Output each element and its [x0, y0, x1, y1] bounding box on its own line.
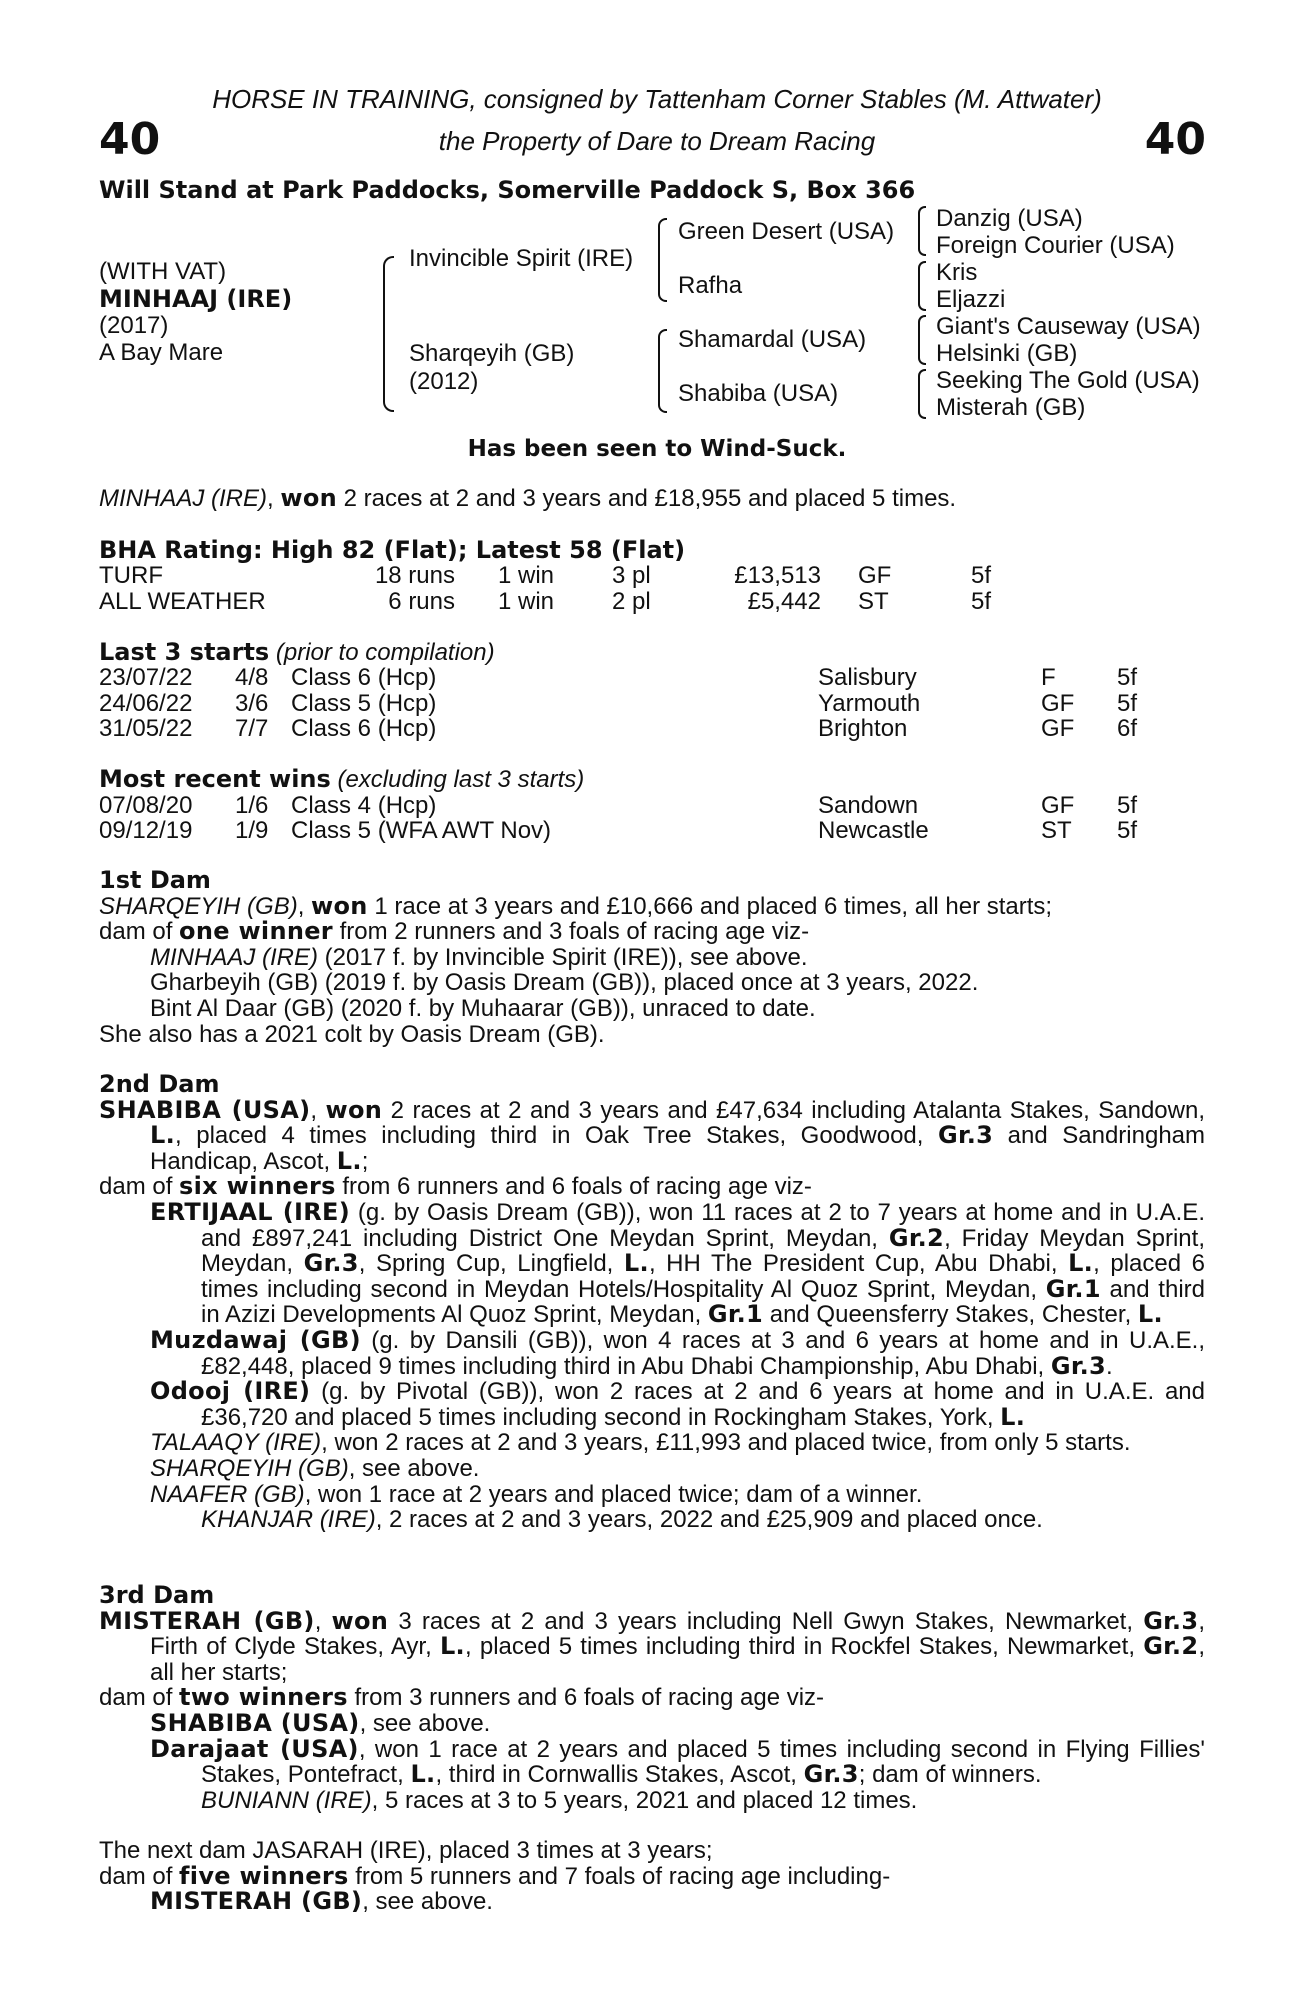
recent-win-date: 09/12/19: [99, 817, 193, 844]
horse-year: (2017): [99, 312, 169, 339]
recent-wins-title: Most recent wins: [99, 765, 331, 793]
listed: L.: [1000, 1402, 1026, 1431]
group1: Gr.1: [1045, 1274, 1101, 1303]
pedigree-brace-sd: [918, 261, 926, 311]
produce-buniann: [99, 1788, 1205, 1814]
group3: Gr.3: [1050, 1351, 1107, 1380]
last3-row-date: 23/07/22: [99, 664, 193, 691]
produce-minhaaj: [99, 945, 1205, 971]
group1: Gr.1: [707, 1300, 764, 1329]
rating-row-turf-wins: 1 win: [498, 562, 555, 589]
pedigree-sss: Danzig (USA): [936, 205, 1083, 232]
produce-shabiba: [99, 1708, 1205, 1737]
last3-row-dist: 5f: [1117, 664, 1138, 691]
rating-row-aw-going: ST: [858, 588, 889, 615]
recent-win-dist: 5f: [1117, 792, 1138, 819]
pedigree-dds: Seeking The Gold (USA): [936, 367, 1200, 394]
produce-name: KHANJAR (IRE): [201, 1506, 376, 1534]
produce-name: SHABIBA (USA): [150, 1708, 360, 1737]
text: (2017 f. by Invincible Spirit (IRE)), see above.: [318, 943, 808, 971]
recent-win-course: Sandown: [818, 792, 919, 819]
last3-row-pos: 4/8: [235, 664, 269, 691]
pedigree-brace-dd: [918, 369, 926, 419]
recent-win-pos: 1/9: [235, 817, 269, 844]
bha-rating-heading: BHA Rating: High 82 (Flat); Latest 58 (Flat): [99, 536, 686, 564]
pedigree-dam-sire: Shamardal (USA): [678, 326, 867, 353]
rating-row-aw-runs: 6 runs: [388, 588, 455, 615]
first-dam-record: SHARQEYIH (GB), won 1 race at 3 years and £10,666 and placed 6 times, all her starts;: [99, 891, 1053, 920]
recent-win-date: 07/08/20: [99, 792, 193, 819]
group2: Gr.2: [1143, 1632, 1199, 1661]
text: dam of: [99, 918, 180, 946]
recent-wins-subtitle: (excluding last 3 starts): [337, 766, 585, 793]
last3-row-course: Yarmouth: [818, 690, 921, 717]
pedigree-brace-ds: [918, 315, 926, 365]
produce-name: ERTIJAAL (IRE): [150, 1197, 350, 1226]
text: , placed 4 times including third in Oak Tree Stakes, Goodwood,: [175, 1122, 938, 1150]
text: (g. by Pivotal (GB)), won 2 races at 2 and 6 years at home and in U.A.E. and £36,720 and placed 5 times including second in Rockingham Stakes, York,: [201, 1378, 1205, 1431]
rating-row-turf-surface: TURF: [99, 562, 163, 589]
winners-count: one winner: [179, 917, 333, 946]
text: from 2 runners and 3 foals of racing age viz-: [332, 918, 810, 946]
first-dam-name: SHARQEYIH (GB): [99, 892, 298, 920]
listed: L.: [439, 1632, 465, 1661]
text: (g. by Dansili (GB)), won 4 races at 3 and 6 years at home and in U.A.E., £82,448, placed 9 times including third in Abu Dhabi Championship, Abu Dhabi,: [201, 1326, 1206, 1380]
text: 3 races at 2 and 3 years including Nell Gwyn Stakes, Newmarket,: [388, 1607, 1144, 1635]
second-dam-produce-summary: [99, 1174, 1205, 1200]
won: won: [331, 1606, 389, 1635]
stand-location: Will Stand at Park Paddocks, Somerville Paddock S, Box 366: [99, 176, 916, 204]
third-dam-heading: 3rd Dam: [99, 1581, 215, 1609]
text: , see above.: [348, 1454, 480, 1482]
rating-row-turf-pl: 3 pl: [612, 562, 651, 589]
text: and Sandringham Handicap, Ascot,: [150, 1122, 1206, 1175]
last3-row-going: GF: [1041, 715, 1075, 742]
last3-row-going: GF: [1041, 690, 1075, 717]
text: , all her starts;: [150, 1633, 1205, 1686]
text: dam of: [99, 1173, 180, 1201]
text: and third in Azizi Developments Al Quoz Sprint, Meydan,: [201, 1275, 1205, 1329]
listed: L.: [623, 1249, 649, 1278]
text: dam of: [99, 1684, 180, 1712]
consignor-line: HORSE IN TRAINING, consigned by Tattenham Corner Stables (M. Attwater): [212, 84, 1102, 114]
text: ; dam of winners.: [858, 1761, 1042, 1789]
rating-row-aw-dist: 5f: [971, 588, 992, 615]
recent-wins-heading: [99, 767, 584, 793]
text: , won 1 race at 2 years and placed 5 times including second in Flying Fillies' Stakes, Pontefract,: [201, 1735, 1205, 1789]
group3: Gr.3: [803, 1760, 859, 1789]
winners-count: two winners: [179, 1683, 348, 1712]
listed: L.: [410, 1760, 436, 1789]
last3-title: Last 3 starts: [99, 638, 270, 666]
pedigree-brace-dam: [658, 329, 667, 413]
produce-bint-al-daar: Bint Al Daar (GB) (2020 f. by Muhaarar (GB)), unraced to date.: [150, 994, 816, 1022]
pedigree-brace-ss: [918, 206, 926, 256]
pedigree-dam-year: (2012): [409, 368, 479, 395]
pedigree-ssd: Foreign Courier (USA): [936, 232, 1175, 259]
text: , Friday Meydan Sprint, Meydan,: [201, 1224, 1205, 1278]
produce-name: MINHAAJ (IRE): [150, 943, 318, 971]
third-dam-produce-summary: [99, 1685, 1205, 1711]
vat-status: (WITH VAT): [99, 258, 227, 285]
produce-name: NAAFER (GB): [150, 1480, 305, 1508]
horse-name: MINHAAJ (IRE): [99, 285, 293, 313]
produce-name: BUNIANN (IRE): [201, 1786, 372, 1814]
first-dam-section: [99, 868, 1205, 1047]
second-dam-record: SHABIBA (USA), won 2 races at 2 and 3 years and £47,634 including Atalanta Stakes, Sandown, L., placed 4 times including third in Oak Tree Stakes, Goodwood, Gr.3 and Sandringham Handicap, Ascot, L.;: [99, 1095, 1206, 1175]
produce-sharqeyih: [99, 1456, 1205, 1482]
text: , 5 races at 3 to 5 years, 2021 and placed 12 times.: [371, 1786, 918, 1814]
last3-row-race: Class 6 (Hcp): [291, 664, 437, 691]
pedigree-sdd: Eljazzi: [936, 286, 1006, 313]
next-dam-section: [99, 1838, 1205, 1915]
recent-win-going: GF: [1041, 792, 1075, 819]
text: , placed 5 times including third in Rockfel Stakes, Newmarket,: [464, 1633, 1144, 1661]
recent-win-race: Class 4 (Hcp): [291, 792, 437, 819]
pedigree-dsd: Helsinki (GB): [936, 340, 1078, 367]
lot-number-left: 40: [99, 114, 161, 165]
recent-win-pos: 1/6: [235, 792, 269, 819]
text: ;: [361, 1147, 369, 1175]
rating-row-turf-dist: 5f: [971, 562, 992, 589]
next-dam-produce-summary: [99, 1861, 1205, 1890]
rating-row-aw-surface: ALL WEATHER: [99, 588, 266, 615]
winners-count: six winners: [179, 1172, 336, 1201]
text: from 3 runners and 6 foals of racing age viz-: [347, 1684, 825, 1712]
third-dam-record: MISTERAH (GB), won 3 races at 2 and 3 years including Nell Gwyn Stakes, Newmarket, Gr.3, Firth of Clyde Stakes, Ayr, L., placed 5 times including third in Rockfel Stakes, Newmarket, Gr.2, all her starts;: [99, 1606, 1205, 1686]
summary-won: won: [280, 484, 337, 512]
produce-khanjar: [99, 1507, 1205, 1533]
produce-name: SHARQEYIH (GB): [150, 1454, 349, 1482]
last3-row-race: Class 6 (Hcp): [291, 715, 437, 742]
produce-ertijaal: [99, 1197, 1206, 1329]
summary-horse-name: MINHAAJ (IRE): [99, 485, 267, 512]
text: dam of: [99, 1862, 180, 1890]
produce-name: Muzdawaj (GB): [150, 1325, 361, 1354]
last3-heading: [99, 640, 495, 666]
first-dam-heading: 1st Dam: [99, 866, 211, 894]
pedigree-sire: Invincible Spirit (IRE): [409, 245, 634, 272]
produce-misterah: [99, 1889, 1205, 1915]
text: , see above.: [359, 1709, 491, 1737]
listed: L.: [150, 1121, 176, 1150]
last3-row-going: F: [1041, 664, 1056, 691]
last3-row-dist: 5f: [1117, 690, 1138, 717]
third-dam-section: [99, 1583, 1205, 1813]
first-dam-produce-summary: [99, 919, 1205, 945]
text: from 5 runners and 7 foals of racing age including-: [348, 1862, 891, 1890]
text: , Firth of Clyde Stakes, Ayr,: [150, 1607, 1205, 1661]
rating-row-turf-prize: £13,513: [734, 562, 821, 589]
winners-count: five winners: [179, 1861, 349, 1890]
text: (g. by Oasis Dream (GB)), won 11 races at 2 to 7 years at home and in U.A.E. and £897,241 including District One Meydan Sprint, Meydan,: [201, 1198, 1205, 1252]
pedigree-dss: Giant's Causeway (USA): [936, 313, 1201, 340]
text: from 6 runners and 6 foals of racing age viz-: [335, 1173, 812, 1201]
text: , 2 races at 2 and 3 years, 2022 and £25,909 and placed once.: [375, 1506, 1043, 1534]
produce-naafer: [99, 1482, 1205, 1508]
summary-text: 2 races at 2 and 3 years and £18,955 and placed 5 times.: [337, 485, 957, 512]
produce-name: MISTERAH (GB): [150, 1887, 363, 1916]
text: , won 1 race at 2 years and placed twice; dam of a winner.: [304, 1480, 923, 1508]
text: , won 2 races at 2 and 3 years, £11,993 and placed twice, from only 5 starts.: [321, 1429, 1131, 1457]
rating-row-aw-wins: 1 win: [498, 588, 555, 615]
text: 2 races at 2 and 3 years and £47,634 including Atalanta Stakes, Sandown,: [382, 1096, 1205, 1124]
pedigree-ddd: Misterah (GB): [936, 394, 1086, 421]
group3: Gr.3: [937, 1121, 994, 1150]
group3: Gr.3: [1143, 1606, 1199, 1635]
recent-win-course: Newcastle: [818, 817, 929, 844]
produce-2021-colt: She also has a 2021 colt by Oasis Dream (GB).: [99, 1020, 605, 1048]
text: , see above.: [362, 1888, 493, 1916]
second-dam-heading: 2nd Dam: [99, 1070, 220, 1098]
third-dam-name: MISTERAH (GB): [99, 1606, 315, 1635]
last3-row-pos: 3/6: [235, 690, 269, 717]
won: won: [325, 1095, 383, 1124]
text: and Queensferry Stakes, Chester,: [763, 1301, 1138, 1329]
produce-name: TALAAQY (IRE): [150, 1429, 322, 1457]
produce-muzdawaj: [99, 1325, 1206, 1380]
text: , HH The President Cup, Abu Dhabi,: [648, 1250, 1069, 1278]
group3: Gr.3: [303, 1249, 359, 1278]
last3-row-race: Class 5 (Hcp): [291, 690, 437, 717]
listed: L.: [1137, 1300, 1163, 1329]
last3-row-course: Salisbury: [818, 664, 917, 691]
second-dam-section: [99, 1072, 1205, 1533]
rating-row-turf-going: GF: [858, 562, 892, 589]
produce-darajaat: [99, 1734, 1205, 1789]
pedigree-sire-dam: Rafha: [678, 272, 743, 299]
produce-name: Odooj (IRE): [150, 1377, 311, 1406]
rating-row-aw-prize: £5,442: [747, 588, 821, 615]
first-dam-record-text: 1 race at 3 years and £10,666 and placed 6 times, all her starts;: [367, 892, 1053, 920]
group2: Gr.2: [888, 1223, 945, 1252]
wind-suck-note: Has been seen to Wind-Suck.: [467, 436, 847, 462]
race-summary: MINHAAJ (IRE), won 2 races at 2 and 3 years and £18,955 and placed 5 times.: [99, 484, 957, 512]
last3-row-date: 31/05/22: [99, 715, 193, 742]
rating-row-turf-runs: 18 runs: [374, 562, 455, 589]
second-dam-name: SHABIBA (USA): [99, 1095, 311, 1124]
last3-row-dist: 6f: [1117, 715, 1138, 742]
produce-talaaqy: [99, 1430, 1205, 1456]
recent-win-race: Class 5 (WFA AWT Nov): [291, 817, 552, 844]
last3-row-date: 24/06/22: [99, 690, 193, 717]
pedigree-brace-sire: [658, 218, 667, 302]
pedigree-dam-dam: Shabiba (USA): [678, 380, 839, 407]
listed: L.: [1068, 1249, 1094, 1278]
lot-number-right: 40: [1144, 114, 1206, 165]
text: .: [1106, 1352, 1113, 1380]
last3-row-pos: 7/7: [235, 715, 269, 742]
recent-win-dist: 5f: [1117, 817, 1138, 844]
horse-description: A Bay Mare: [99, 339, 224, 366]
rating-row-aw-pl: 2 pl: [612, 588, 651, 615]
text: , Spring Cup, Lingfield,: [358, 1250, 624, 1278]
property-line: the Property of Dare to Dream Racing: [438, 126, 876, 156]
pedigree-brace-main: [383, 256, 394, 412]
pedigree-dam: Sharqeyih (GB): [409, 340, 575, 367]
listed: L.: [336, 1146, 362, 1175]
produce-name: Darajaat (USA): [150, 1734, 359, 1763]
first-dam-won: won: [311, 891, 368, 920]
produce-gharbeyih: Gharbeyih (GB) (2019 f. by Oasis Dream (GB)), placed once at 3 years, 2022.: [150, 969, 979, 997]
next-dam-record: The next dam JASARAH (IRE), placed 3 times at 3 years;: [99, 1837, 713, 1864]
last3-row-course: Brighton: [818, 715, 908, 742]
produce-odooj: [99, 1379, 1205, 1430]
text: , placed 6 times including second in Meydan Hotels/Hospitality Al Quoz Sprint, Meydan,: [201, 1250, 1206, 1303]
pedigree-sire-sire: Green Desert (USA): [678, 218, 895, 245]
pedigree-sds: Kris: [936, 259, 978, 286]
last3-subtitle: (prior to compilation): [275, 639, 495, 666]
recent-win-going: ST: [1041, 817, 1072, 844]
text: , third in Cornwallis Stakes, Ascot,: [435, 1761, 804, 1789]
